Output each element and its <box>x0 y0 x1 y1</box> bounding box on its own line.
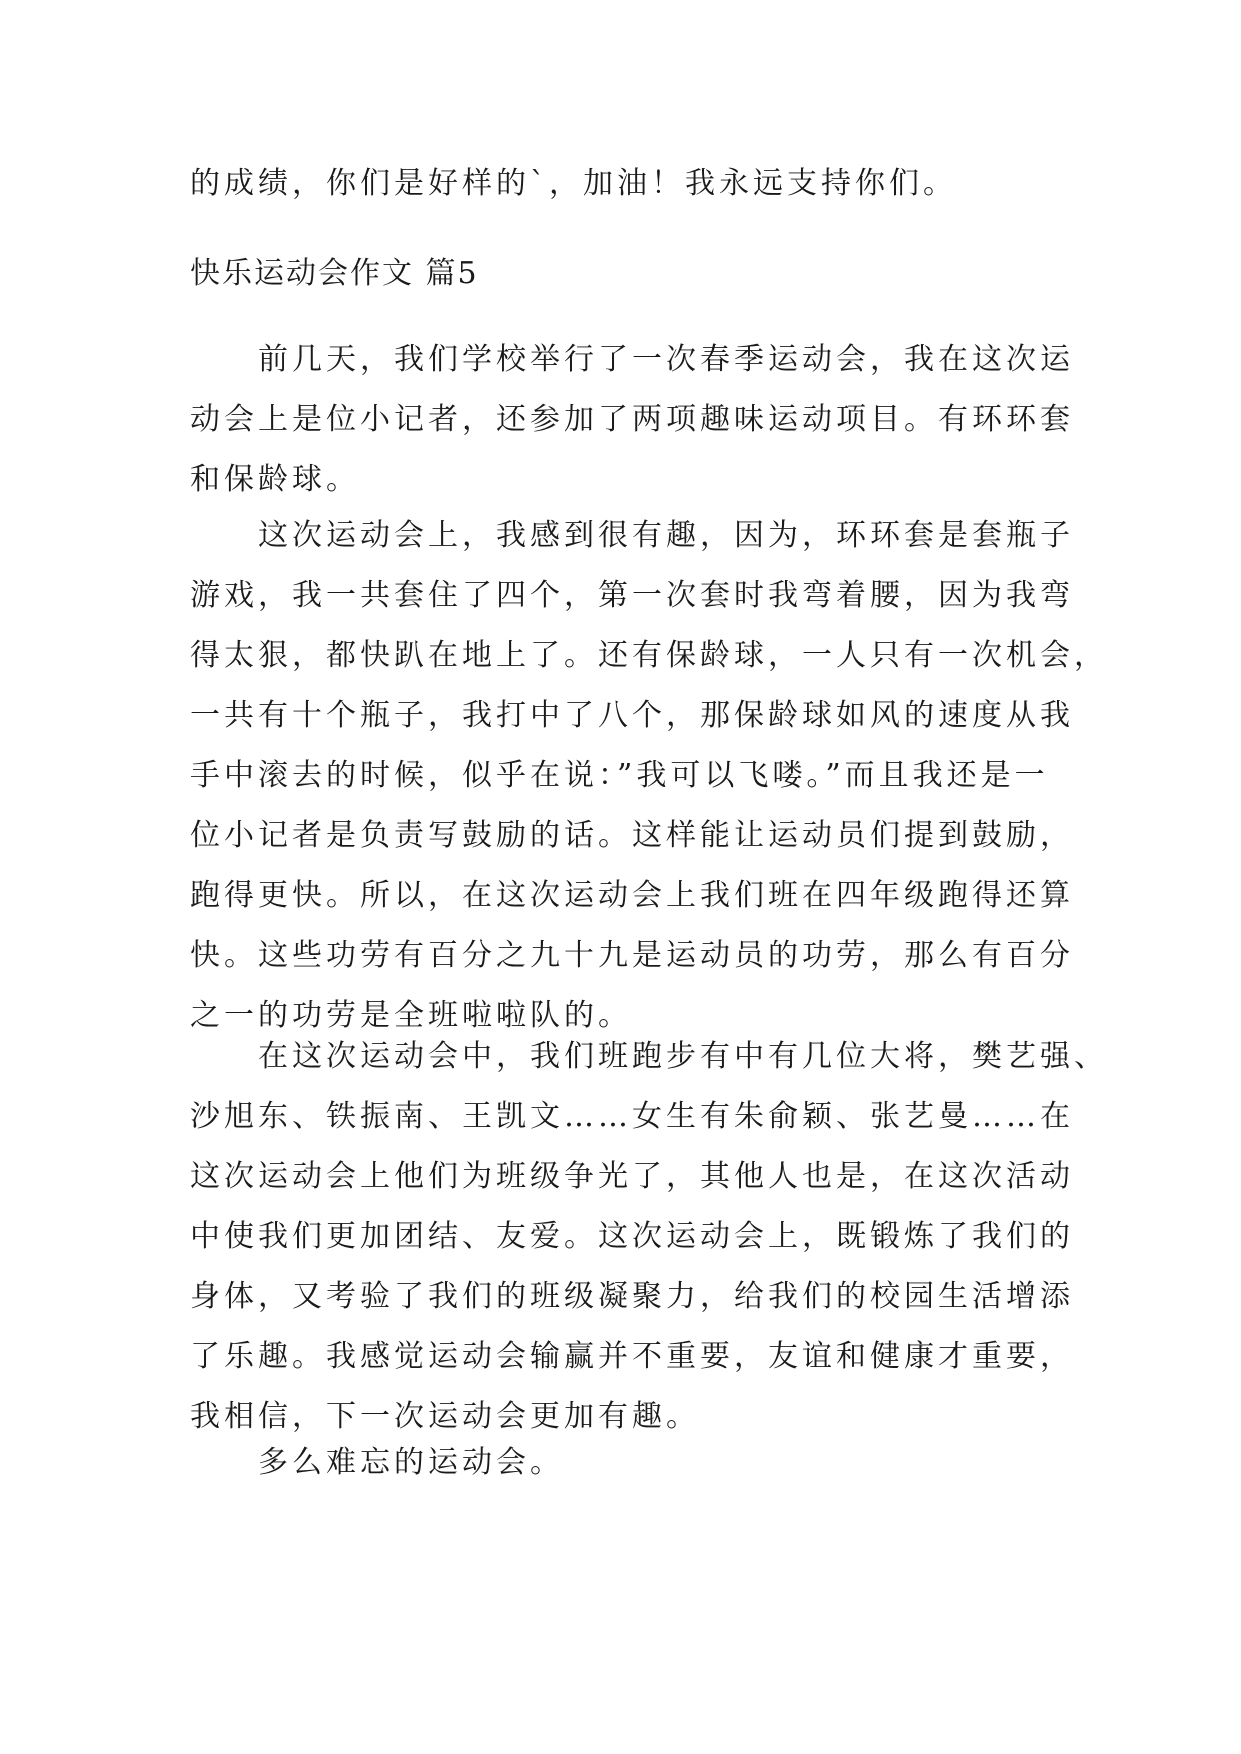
text-line: 了乐趣。我感觉运动会输赢并不重要，友谊和健康才重要， <box>190 1339 1074 1374</box>
text-line: 和保龄球。 <box>190 462 360 497</box>
text-line: 中使我们更加团结、友爱。这次运动会上，既锻炼了我们的 <box>190 1219 1074 1254</box>
text-line: 在这次运动会中，我们班跑步有中有几位大将，樊艺强、 <box>258 1039 1108 1074</box>
text-line: 动会上是位小记者，还参加了两项趣味运动项目。有环环套 <box>190 402 1074 437</box>
text-line: 得太狠，都快趴在地上了。还有保龄球，一人只有一次机会， <box>190 638 1108 673</box>
section-title-text: 快乐运动会作文 篇5 <box>190 256 479 291</box>
carry-over-line <box>190 154 1070 214</box>
text-line: 之一的功劳是全班啦啦队的。 <box>190 998 632 1033</box>
paragraph <box>190 1027 1108 1447</box>
text-line: 跑得更快。所以，在这次运动会上我们班在四年级跑得还算 <box>190 878 1074 913</box>
text-line: 快。这些功劳有百分之九十九是运动员的功劳，那么有百分 <box>190 938 1074 973</box>
text-line: 身体，又考验了我们的班级凝聚力，给我们的校园生活增添 <box>190 1279 1074 1314</box>
paragraph <box>190 1433 1070 1493</box>
section-title <box>190 244 1070 304</box>
text-line: 的成绩，你们是好样的`，加油！我永远支持你们。 <box>190 166 957 201</box>
text-line: 这次运动会上他们为班级争光了，其他人也是，在这次活动 <box>190 1159 1074 1194</box>
paragraph <box>190 506 1108 1046</box>
text-line: 沙旭东、铁振南、王凯文……女生有朱俞颖、张艺曼……在 <box>190 1099 1074 1134</box>
text-line: 前几天，我们学校举行了一次春季运动会，我在这次运 <box>258 342 1074 377</box>
text-line: 多么难忘的运动会。 <box>258 1445 564 1480</box>
text-line: 我相信，下一次运动会更加有趣。 <box>190 1399 700 1434</box>
text-line: 这次运动会上，我感到很有趣，因为，环环套是套瓶子 <box>258 518 1074 553</box>
text-line: 位小记者是负责写鼓励的话。这样能让运动员们提到鼓励， <box>190 818 1074 853</box>
text-line: 一共有十个瓶子，我打中了八个，那保龄球如风的速度从我 <box>190 698 1074 733</box>
text-line: 手中滚去的时候，似乎在说：”我可以飞喽。”而且我还是一 <box>190 758 1049 793</box>
text-line: 游戏，我一共套住了四个，第一次套时我弯着腰，因为我弯 <box>190 578 1074 613</box>
paragraph <box>190 330 1074 510</box>
